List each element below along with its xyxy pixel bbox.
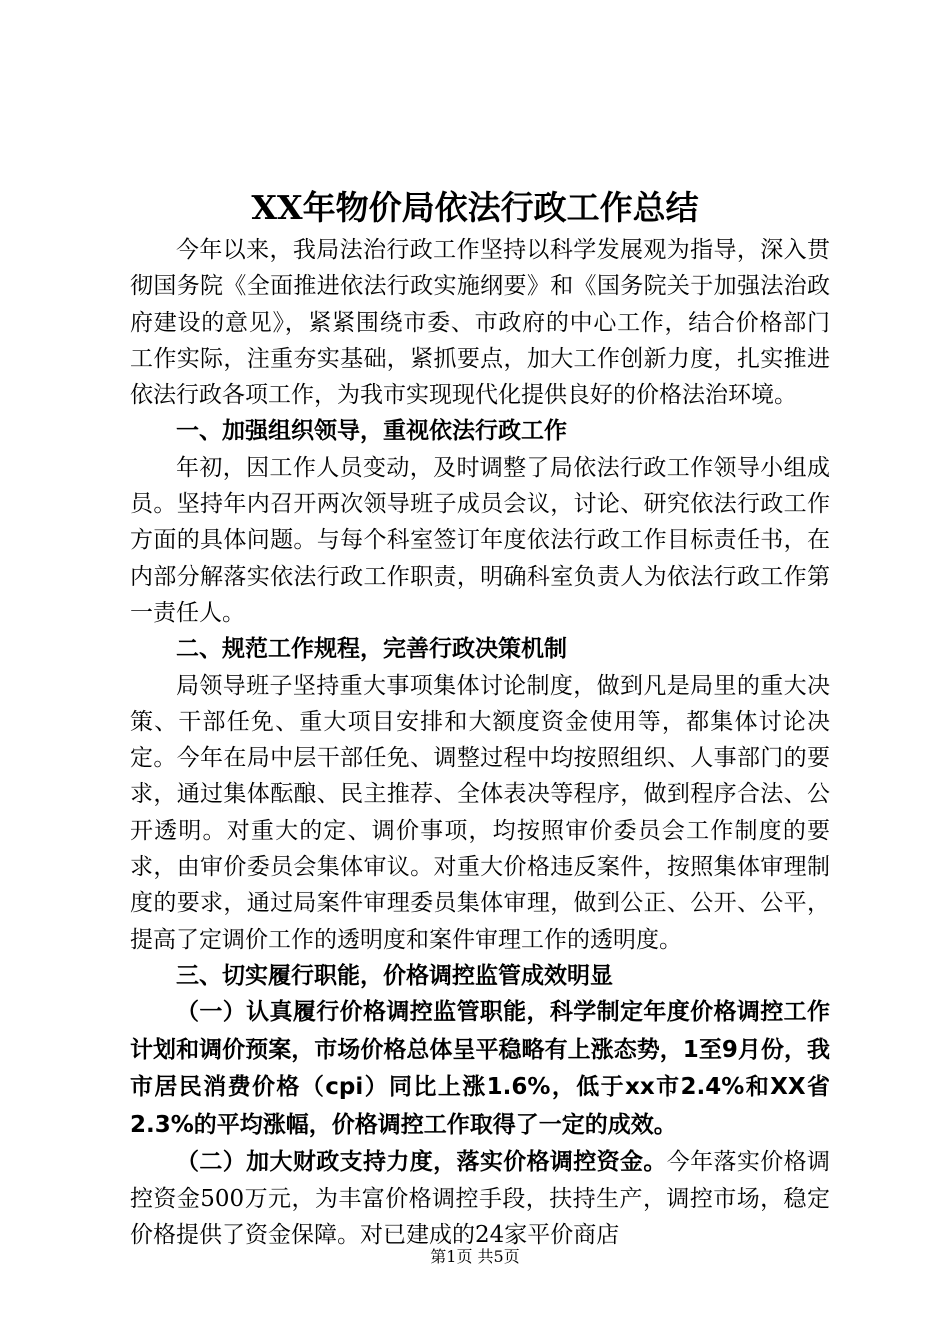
section-body-3-2-lead: （二）加大财政支持力度，落实价格调控资金。 [176,1149,667,1176]
page-title: XX年物价局依法行政工作总结 [251,188,699,227]
section-body-3-2-rest: 今年落实价格调控资金500万元，为丰富价格调控手段，扶持生产，调控市场，稳定价格提供了资金保障。对已建成的24家平价商店 [130,1149,831,1248]
section-body-3-1: （一）认真履行价格调控监管职能，科学制定年度价格调控工作计划和调价预案，市场价格总体呈平稳略有上涨态势，1至9月份，我市居民消费价格（cpi）同比上涨1.6%，低于xx市2.4%和XX省2.3%的平均涨幅，价格调控工作取得了一定的成效。 [130,999,830,1138]
section-body-1: 年初，因工作人员变动，及时调整了局依法行政工作领导小组成员。坚持年内召开两次领导班子成员会议，讨论、研究依法行政工作方面的具体问题。与每个科室签订年度依法行政工作目标责任书，在内部分解落实依法行政工作职责，明确科室负责人为依法行政工作第一责任人。 [130,454,830,626]
section-heading-3: 三、切实履行职能，价格调控监管成效明显 [176,962,613,989]
page-footer: 第1页 共5页 [430,1247,520,1266]
intro-paragraph: 今年以来，我局法治行政工作坚持以科学发展观为指导，深入贯彻国务院《全面推进依法行政实施纲要》和《国务院关于加强法治政府建设的意见》，紧紧围绕市委、市政府的中心工作，结合价格部门工作实际，注重夯实基础，紧抓要点，加大工作创新力度，扎实推进依法行政各项工作，为我市实现现代化提供良好的价格法治环境。 [130,237,830,409]
section-body-3-2 [130,1144,830,1253]
section-body-2: 局领导班子坚持重大事项集体讨论制度，做到凡是局里的重大决策、干部任免、重大项目安排和大额度资金使用等，都集体讨论决定。今年在局中层干部任免、调整过程中均按照组织、人事部门的要求，通过集体酝酿、民主推荐、全体表决等程序，做到程序合法、公开透明。对重大的定、调价事项，均按照审价委员会工作制度的要求，由审价委员会集体审议。对重大价格违反案件，按照集体审理制度的要求，通过局案件审理委员集体审理，做到公正、公开、公平，提高了定调价工作的透明度和案件审理工作的透明度。 [130,672,830,953]
section-heading-1: 一、加强组织领导，重视依法行政工作 [176,418,567,445]
document-body [130,232,830,1253]
section-heading-2: 二、规范工作规程，完善行政决策机制 [176,636,567,663]
